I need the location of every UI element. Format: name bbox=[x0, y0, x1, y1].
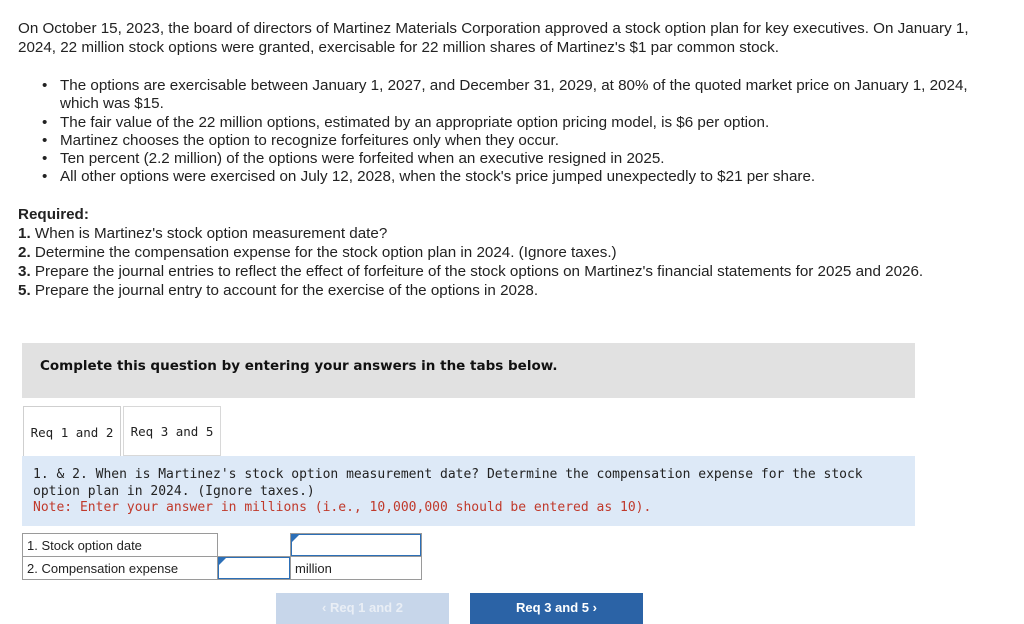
input-marker-icon bbox=[292, 535, 299, 542]
required-item: 2. Determine the compensation expense for the stock option plan in 2024. (Ignore taxes.) bbox=[18, 244, 617, 261]
table-row bbox=[23, 534, 422, 557]
next-tab-button[interactable]: Req 3 and 5 › bbox=[470, 593, 643, 624]
required-item: 5. Prepare the journal entry to account for the exercise of the options in 2028. bbox=[18, 282, 539, 299]
required-section bbox=[18, 205, 1008, 300]
bullet-text: All other options were exercised on July 12, 2028, when the stock's price jumped unexpectedly to $21 per share. bbox=[60, 168, 816, 186]
list-item: • The options are exercisable between January 1, 2027, and December 31, 2029, at 80% of the quoted market price on January 1, 2024, which was $15. bbox=[42, 77, 968, 113]
facts-list bbox=[42, 77, 1002, 187]
input-marker-icon bbox=[219, 558, 226, 565]
tab-req-3-and-5[interactable]: Req 3 and 5 bbox=[123, 406, 221, 456]
problem-intro: On October 15, 2023, the board of directors of Martinez Materials Corporation approved a stock option plan for key executives. On January 1, 2024, 22 million stock options were granted, exercisable for 22 million shares of Martinez's $1 par common stock. bbox=[18, 20, 969, 56]
banner-text: Complete this question by entering your answers in the tabs below. bbox=[40, 358, 558, 374]
question-panel bbox=[22, 456, 915, 526]
unit-label: million bbox=[291, 557, 422, 580]
required-title: Required: bbox=[18, 206, 89, 223]
bullet-text: Martinez chooses the option to recognize forfeitures only when they occur. bbox=[60, 131, 559, 149]
required-item: 3. Prepare the journal entries to reflect the effect of forfeiture of the stock options on Martinez's financial statements for 2025 and 2026. bbox=[18, 263, 924, 280]
row-label: 2. Compensation expense bbox=[23, 557, 218, 580]
table-row bbox=[23, 557, 422, 580]
list-item: • Martinez chooses the option to recognize forfeitures only when they occur. bbox=[42, 131, 559, 149]
bullet-text: Ten percent (2.2 million) of the options were forfeited when an executive resigned in 2025. bbox=[60, 150, 665, 168]
instruction-banner bbox=[22, 343, 915, 398]
list-item: • Ten percent (2.2 million) of the options were forfeited when an executive resigned in 2025. bbox=[42, 150, 665, 168]
prev-tab-button[interactable]: ‹ Req 1 and 2 bbox=[276, 593, 449, 624]
answer-table bbox=[22, 533, 422, 580]
compensation-expense-input[interactable] bbox=[218, 557, 290, 579]
list-item: • The fair value of the 22 million options, estimated by an appropriate option pricing model, is $6 per option. bbox=[42, 113, 770, 131]
bullet-text: The fair value of the 22 million options, estimated by an appropriate option pricing model, is $6 per option. bbox=[60, 113, 770, 131]
stock-option-date-input[interactable] bbox=[291, 534, 421, 556]
question-text: 1. & 2. When is Martinez's stock option measurement date? Determine the compensation expense for the stock option plan in 2024. (Ignore taxes.) Note: Enter your answer in millions (i.e., 10,000,000 should be entered as 10). bbox=[33, 467, 913, 517]
row-label: 1. Stock option date bbox=[23, 534, 218, 557]
tab-req-1-and-2[interactable]: Req 1 and 2 bbox=[23, 406, 121, 457]
list-item: • All other options were exercised on July 12, 2028, when the stock's price jumped unexpectedly to $21 per share. bbox=[42, 168, 816, 186]
compensation-expense-cell bbox=[218, 557, 291, 580]
bullet-text: The options are exercisable between January 1, 2027, and December 31, 2029, at 80% of the quoted market price on January 1, 2024, which was $15. bbox=[60, 77, 968, 113]
note-text: Note: Enter your answer in millions (i.e., 10,000,000 should be entered as 10). bbox=[33, 500, 652, 515]
required-item: 1. When is Martinez's stock option measurement date? bbox=[18, 225, 388, 242]
stock-option-date-cell bbox=[291, 534, 422, 557]
